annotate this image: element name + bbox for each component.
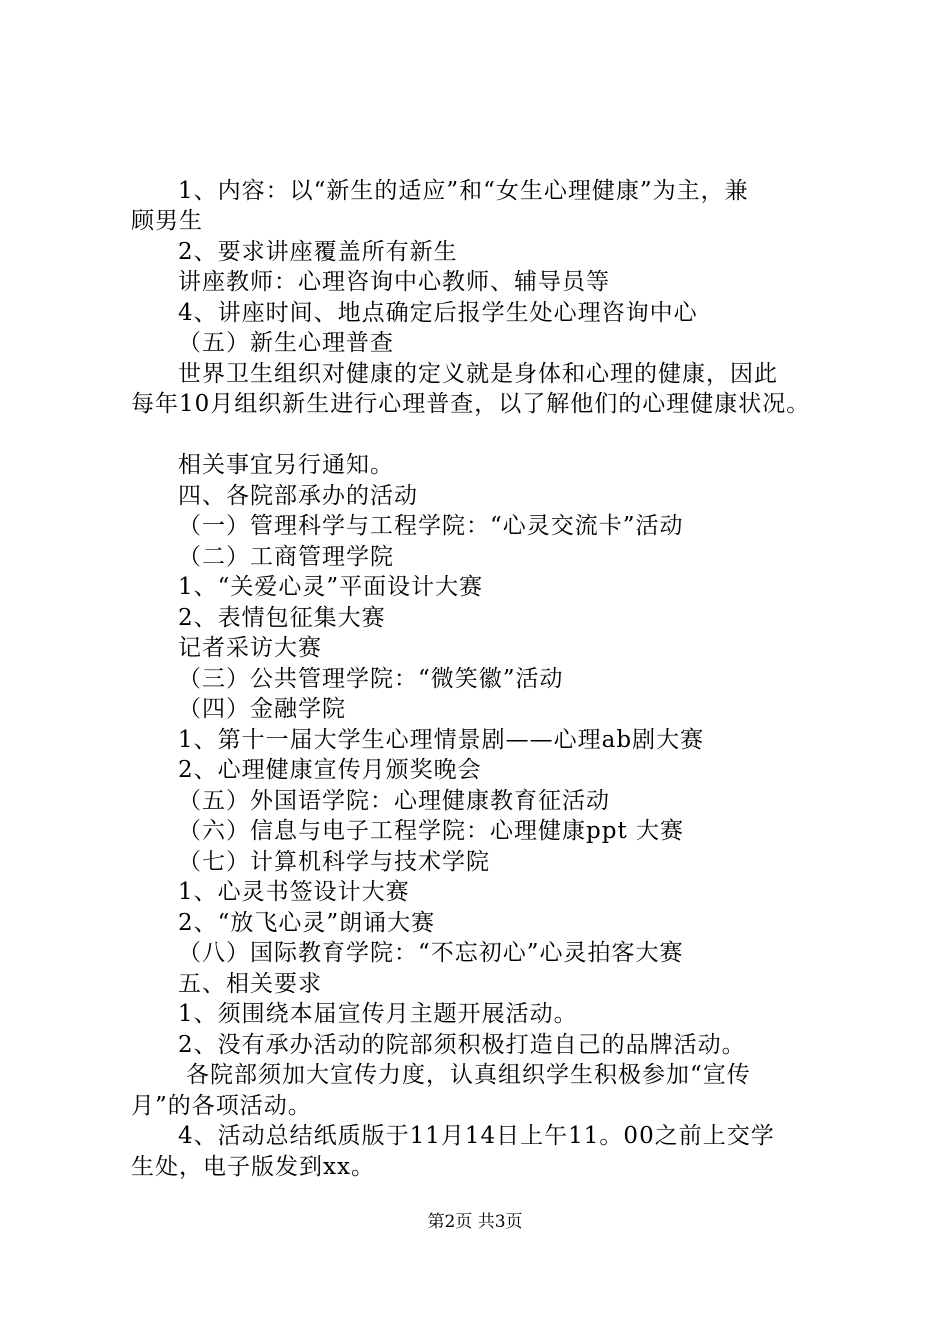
text-line: 每年10月组织新生进行心理普查，以了解他们的心理健康状况。 [131, 391, 811, 417]
text-line: 1、心灵书签设计大赛 [178, 879, 410, 905]
text-line: （八）国际教育学院：“不忘初心”心灵拍客大赛 [178, 940, 684, 966]
text-line: 2、“放飞心灵”朗诵大赛 [178, 910, 436, 936]
text-line: （四）金融学院 [178, 696, 346, 722]
text-line: 讲座教师：心理咨询中心教师、辅导员等 [178, 269, 610, 295]
section-heading: 五、相关要求 [178, 971, 322, 997]
text-line: 1、“关爱心灵”平面设计大赛 [178, 574, 484, 600]
text-line: 1、第十一届大学生心理情景剧——心理ab剧大赛 [178, 727, 705, 753]
text-line: 记者采访大赛 [178, 635, 322, 661]
text-line: 2、心理健康宣传月颁奖晚会 [178, 757, 482, 783]
text-line: （一）管理科学与工程学院：“心灵交流卡”活动 [178, 513, 684, 539]
text-line: 世界卫生组织对健康的定义就是身体和心理的健康，因此 [178, 361, 778, 387]
page-number-footer: 第2页 共3页 [427, 1212, 523, 1232]
text-line: 月”的各项活动。 [131, 1093, 312, 1119]
text-line: （三）公共管理学院：“微笑徽”活动 [178, 666, 564, 692]
text-line: 2、没有承办活动的院部须积极打造自己的品牌活动。 [178, 1032, 746, 1058]
section-heading: 四、各院部承办的活动 [178, 483, 418, 509]
text-line: （二）工商管理学院 [178, 544, 394, 570]
section-heading: （五）新生心理普查 [178, 330, 394, 356]
text-line: 相关事宜另行通知。 [178, 452, 394, 478]
text-line: 4、活动总结纸质版于11月14日上午11。00之前上交学 [178, 1123, 775, 1149]
text-line: 1、内容：以“新生的适应”和“女生心理健康”为主，兼 [178, 178, 749, 204]
text-line: 顾男生 [131, 208, 203, 234]
text-line: （七）计算机科学与技术学院 [178, 849, 490, 875]
text-line: （六）信息与电子工程学院：心理健康ppt 大赛 [178, 818, 684, 844]
text-line: 2、表情包征集大赛 [178, 605, 386, 631]
text-line: 生处，电子版发到xx。 [131, 1154, 375, 1180]
text-line: （五）外国语学院：心理健康教育征活动 [178, 788, 610, 814]
text-line: 1、须围绕本届宣传月主题开展活动。 [178, 1001, 578, 1027]
text-line: 各院部须加大宣传力度，认真组织学生积极参加“宣传 [186, 1062, 751, 1088]
text-line: 2、要求讲座覆盖所有新生 [178, 239, 458, 265]
text-line: 4、讲座时间、地点确定后报学生处心理咨询中心 [178, 300, 698, 326]
